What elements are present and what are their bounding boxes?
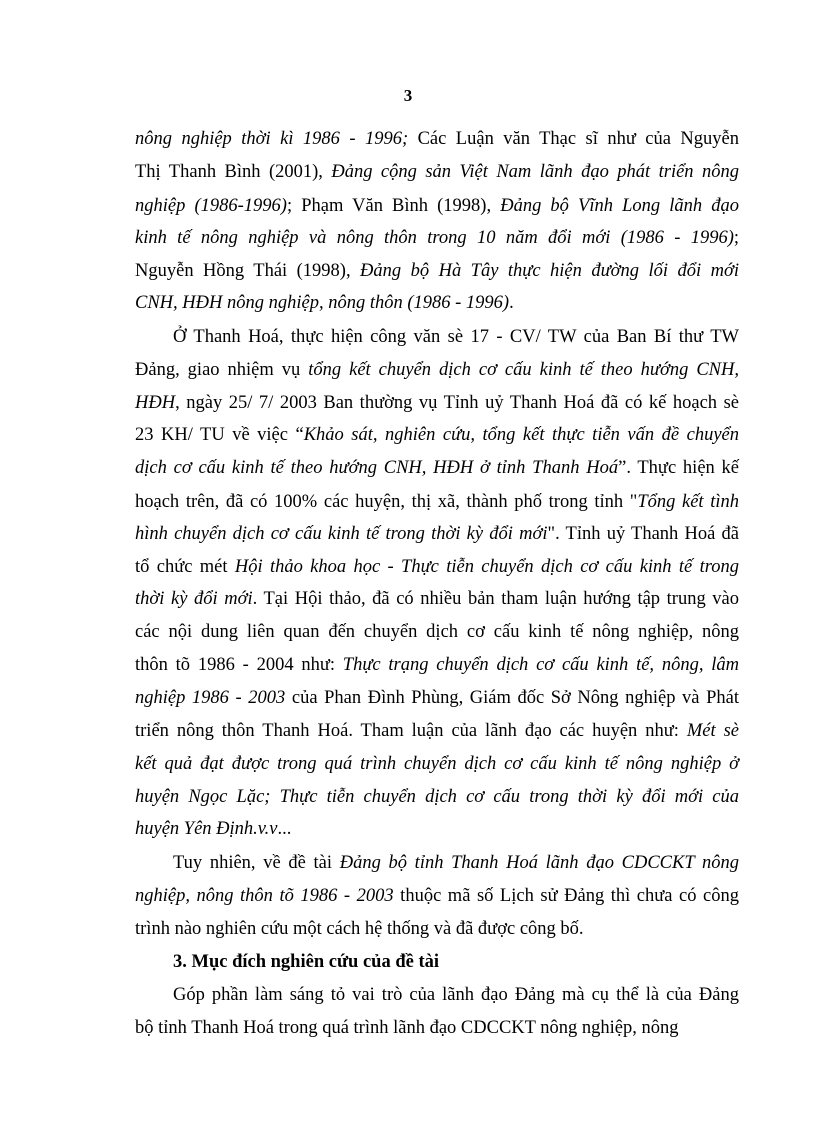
- text-run: bộ tỉnh Thanh Hoá trong quá trình lãnh đạo CDCCKT nông nghiệp, nông: [135, 1018, 679, 1038]
- text-line: [135, 259, 739, 283]
- italic-text-run: nghiệp, nông thôn tõ 1986 - 2003: [135, 886, 394, 906]
- text-line: [135, 127, 739, 151]
- italic-text-run: huyện Ngọc Lặc; Thực tiễn chuyển dịch cơ cấu trong thời kỳ đổi mới của: [135, 787, 739, 807]
- italic-text-run: Mét sè: [686, 721, 739, 741]
- section-heading: 3. Mục đích nghiên cứu của đề tài: [173, 952, 440, 972]
- italic-text-run: Đảng bộ Vĩnh Long lãnh đạo: [500, 196, 739, 216]
- italic-text-run: kết quả đạt được trong quá trình chuyển dịch cơ cấu kinh tế nông nghiệp ở: [135, 754, 739, 774]
- text-line: [135, 194, 739, 218]
- text-run: , ngày 25/ 7/ 2003 Ban thường vụ Tỉnh uỷ Thanh Hoá đã có kế hoạch sè: [175, 393, 739, 413]
- italic-text-run: Đảng cộng sản Việt Nam lãnh đạo phát triển nông: [331, 162, 739, 182]
- italic-text-run: Khảo sát, nghiên cứu, tổng kết thực tiễn vấn đề chuyển: [303, 425, 739, 445]
- italic-text-run: thời kỳ đổi mới: [135, 589, 253, 609]
- text-line: [135, 719, 739, 743]
- text-line: [135, 423, 739, 447]
- text-line: [135, 522, 739, 546]
- text-run: Tuy nhiên, về đề tài: [173, 853, 340, 873]
- text-line: [135, 917, 739, 941]
- text-line: [135, 686, 739, 710]
- text-run: các nội dung liên quan đến chuyển dịch cơ cấu kinh tế nông nghiệp, nông: [135, 622, 739, 642]
- text-line: [173, 325, 739, 349]
- text-line: [135, 817, 739, 841]
- text-line: [135, 490, 739, 514]
- text-run: Góp phần làm sáng tỏ vai trò của lãnh đạo Đảng mà cụ thể là của Đảng: [173, 985, 739, 1005]
- text-line: [135, 391, 739, 415]
- italic-text-run: nghiệp 1986 - 2003: [135, 688, 286, 708]
- text-run: trình nào nghiên cứu một cách hệ thống và đã được công bố.: [135, 919, 584, 939]
- text-run: Các Luận văn Thạc sĩ như của Nguyễn: [408, 129, 739, 149]
- italic-text-run: HĐH: [135, 393, 176, 413]
- italic-text-run: huyện Yên Định.v.v: [135, 819, 278, 839]
- text-line: [135, 160, 739, 184]
- italic-text-run: Tổng kết tình: [637, 492, 739, 512]
- text-run: Ở Thanh Hoá, thực hiện công văn sè 17 - CV/ TW của Ban Bí thư TW: [173, 327, 739, 347]
- text-line: [135, 456, 739, 480]
- italic-text-run: nghiệp (1986-1996): [135, 196, 287, 216]
- text-line: [173, 851, 739, 875]
- text-line: [135, 884, 739, 908]
- text-run: . Tại Hội thảo, đã có nhiều bản tham luận hướng tập trung vào: [252, 589, 739, 609]
- text-run: thuộc mã số Lịch sử Đảng thì chưa có công: [393, 886, 739, 906]
- italic-text-run: kinh tế nông nghiệp và nông thôn trong 10 năm đổi mới (1986 - 1996): [135, 228, 734, 248]
- italic-text-run: Đảng bộ Hà Tây thực hiện đường lối đổi mới: [360, 261, 739, 281]
- text-line: [135, 620, 739, 644]
- text-line: [135, 785, 739, 809]
- text-run: ; Phạm Văn Bình (1998),: [286, 196, 501, 216]
- text-run: ”. Thực hiện kế: [618, 458, 739, 478]
- italic-text-run: CNH, HĐH nông nghiệp, nông thôn (1986 - 1996): [135, 293, 510, 313]
- italic-text-run: nông nghiệp thời kì 1986 - 1996;: [135, 129, 409, 149]
- text-line: [135, 587, 739, 611]
- text-run: ;: [733, 228, 739, 248]
- text-line: [135, 358, 739, 382]
- text-line: [173, 950, 739, 974]
- text-run: Nguyễn Hồng Thái (1998),: [135, 261, 361, 281]
- italic-text-run: dịch cơ cấu kinh tế theo hướng CNH, HĐH ở tỉnh Thanh Hoá: [135, 458, 619, 478]
- text-run: .: [509, 293, 514, 313]
- text-run: triển nông thôn Thanh Hoá. Tham luận của lãnh đạo các huyện như:: [135, 721, 687, 741]
- text-run: ...: [277, 819, 292, 839]
- text-run: tổ chức mét: [135, 557, 235, 577]
- text-run: hoạch trên, đã có 100% các huyện, thị xã, thành phố trong tỉnh ": [135, 492, 638, 512]
- text-run: của Phan Đình Phùng, Giám đốc Sở Nông nghiệp và Phát: [285, 688, 739, 708]
- italic-text-run: tổng kết chuyển dịch cơ cấu kinh tế theo hướng CNH,: [308, 360, 739, 380]
- text-run: ". Tỉnh uỷ Thanh Hoá đã: [547, 524, 739, 544]
- text-run: thôn tõ 1986 - 2004 như:: [135, 655, 343, 675]
- italic-text-run: Đảng bộ tỉnh Thanh Hoá lãnh đạo CDCCKT nông: [339, 853, 739, 873]
- italic-text-run: Hội thảo khoa học - Thực tiễn chuyển dịch cơ cấu kinh tế trong: [234, 557, 739, 577]
- text-run: Đảng, giao nhiệm vụ: [135, 360, 309, 380]
- text-line: [135, 291, 739, 315]
- text-run: 23 KH/ TU về việc “: [135, 425, 304, 445]
- text-line: [135, 752, 739, 776]
- text-line: [135, 555, 739, 579]
- text-line: [173, 983, 739, 1007]
- italic-text-run: Thực trạng chuyển dịch cơ cấu kinh tế, nông, lâm: [342, 655, 739, 675]
- text-line: [135, 653, 739, 677]
- italic-text-run: hình chuyển dịch cơ cấu kinh tế trong thời kỳ đổi mới: [135, 524, 548, 544]
- text-line: [135, 1016, 739, 1040]
- text-line: [135, 226, 739, 250]
- page-number: 3: [403, 86, 413, 105]
- text-run: Thị Thanh Bình (2001),: [135, 162, 332, 182]
